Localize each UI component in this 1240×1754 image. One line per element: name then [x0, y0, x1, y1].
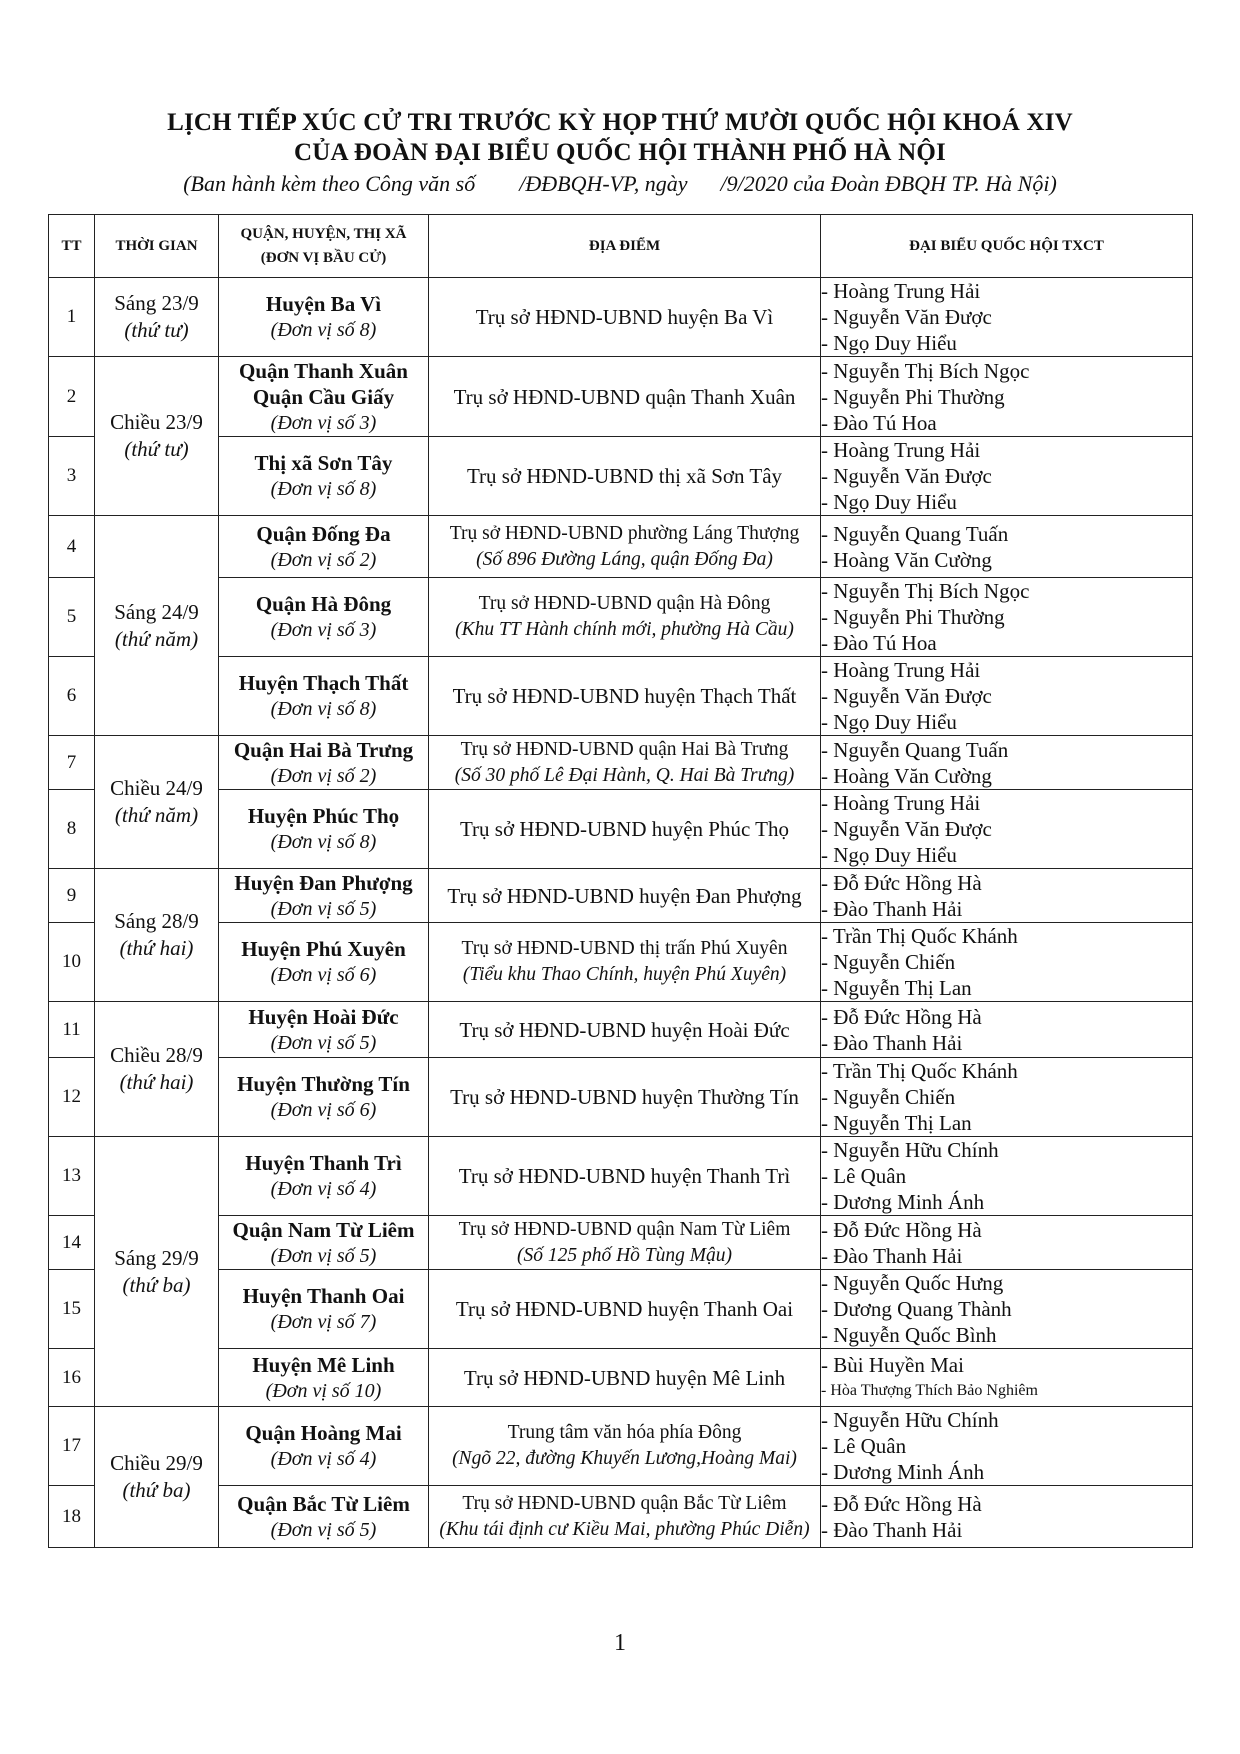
place-name: Trụ sở HĐND-UBND huyện Đan Phượng: [447, 883, 802, 908]
table-row: [49, 516, 1193, 578]
row-number: 14: [49, 1216, 95, 1270]
representative-name: - Hoàng Trung Hải: [821, 279, 981, 303]
representative-name: - Đào Thanh Hải: [821, 1517, 963, 1542]
electoral-unit: (Đơn vị số 8): [270, 831, 377, 853]
place-cell: [429, 736, 821, 790]
time-label: Sáng 23/9: [114, 291, 199, 315]
district-cell: [219, 790, 429, 869]
place-cell: [429, 1216, 821, 1270]
district-cell: [219, 578, 429, 657]
electoral-unit: (Đơn vị số 4): [270, 1178, 377, 1200]
district-cell: [219, 1137, 429, 1216]
representative-name: - Lê Quân: [821, 1434, 907, 1458]
representative-name: - Lê Quân: [821, 1164, 907, 1188]
representatives-cell: [821, 657, 1193, 736]
electoral-unit: (Đơn vị số 6): [270, 1099, 377, 1121]
district-cell: [219, 1407, 429, 1486]
time-label: Sáng 28/9: [114, 909, 199, 933]
row-number: 7: [49, 736, 95, 790]
representatives-cell: [821, 923, 1193, 1002]
representatives-cell: [821, 578, 1193, 657]
place-name: Trụ sở HĐND-UBND quận Hà Đông: [478, 593, 771, 614]
place-cell: [429, 790, 821, 869]
row-number: 15: [49, 1270, 95, 1349]
place-cell: [429, 1058, 821, 1137]
representatives-cell: [821, 1407, 1193, 1486]
place-address: (Khu tái định cư Kiều Mai, phường Phúc Diễn): [439, 1518, 810, 1540]
representative-name: - Nguyễn Quang Tuấn: [821, 521, 1009, 546]
row-number: 10: [49, 923, 95, 1002]
place-cell: [429, 357, 821, 437]
row-number: 18: [49, 1486, 95, 1548]
representative-name: - Nguyễn Thị Lan: [821, 1111, 972, 1135]
place-name: Trụ sở HĐND-UBND huyện Thanh Trì: [458, 1164, 791, 1188]
table-row: [49, 1216, 1193, 1270]
table-row: [49, 657, 1193, 736]
weekday-label: (thứ năm): [114, 626, 199, 651]
weekday-label: (thứ tư): [124, 437, 189, 461]
time-label: Chiều 29/9: [110, 1451, 203, 1475]
representatives-cell: [821, 1137, 1193, 1216]
place-name: Trụ sở HĐND-UBND thị xã Sơn Tây: [466, 464, 783, 488]
weekday-label: (thứ ba): [122, 1478, 191, 1502]
document-title-line-1: LỊCH TIẾP XÚC CỬ TRI TRƯỚC KỲ HỌP THỨ MƯỜI QUỐC HỘI KHOÁ XIV: [167, 109, 1073, 136]
place-cell: [429, 1349, 821, 1407]
representative-name: - Nguyễn Quốc Bình: [821, 1323, 997, 1347]
representatives-cell: [821, 869, 1193, 923]
representatives-cell: [821, 1216, 1193, 1270]
district-name: Huyện Thanh Oai: [242, 1284, 405, 1308]
table-row: [49, 923, 1193, 1002]
place-name: Trụ sở HĐND-UBND huyện Thường Tín: [450, 1085, 799, 1109]
district-name: Huyện Thường Tín: [237, 1072, 410, 1096]
representative-name: - Đỗ Đức Hồng Hà: [821, 870, 982, 895]
time-cell: [95, 1137, 219, 1407]
place-name: Trụ sở HĐND-UBND huyện Ba Vì: [475, 305, 774, 329]
district-cell: [219, 1216, 429, 1270]
row-number: 16: [49, 1349, 95, 1407]
table-row: [49, 1486, 1193, 1548]
representative-name: - Đỗ Đức Hồng Hà: [821, 1004, 982, 1029]
row-number: 4: [49, 516, 95, 578]
place-cell: [429, 1137, 821, 1216]
table-row: [49, 790, 1193, 869]
table-row: [49, 357, 1193, 437]
place-cell: [429, 1486, 821, 1548]
table-row: [49, 1058, 1193, 1137]
time-label: Sáng 29/9: [114, 1245, 199, 1270]
electoral-unit: (Đơn vị số 5): [270, 897, 377, 920]
district-name: Quận Hà Đông: [255, 592, 392, 616]
electoral-unit: (Đơn vị số 2): [270, 764, 377, 787]
representatives-cell: [821, 357, 1193, 437]
district-name: Huyện Phúc Thọ: [247, 804, 400, 828]
time-cell: [95, 736, 219, 869]
district-cell: [219, 923, 429, 1002]
district-cell: [219, 516, 429, 578]
representative-name: - Bùi Huyền Mai: [821, 1352, 964, 1377]
row-number: 13: [49, 1137, 95, 1216]
representatives-cell: [821, 1270, 1193, 1349]
table-row: [49, 1407, 1193, 1486]
representative-name: - Nguyễn Văn Được: [821, 817, 992, 841]
representative-name: - Nguyễn Quốc Hưng: [821, 1271, 1004, 1295]
table-row: [49, 869, 1193, 923]
place-name: Trụ sở HĐND-UBND thị trấn Phú Xuyên: [461, 938, 788, 959]
representatives-cell: [821, 278, 1193, 357]
district-name: Quận Cầu Giấy: [252, 384, 395, 409]
place-name: Trụ sở HĐND-UBND huyện Hoài Đức: [459, 1017, 790, 1042]
district-name: Quận Thanh Xuân: [239, 358, 408, 383]
electoral-unit: (Đơn vị số 8): [270, 319, 377, 341]
representative-name: - Hoàng Trung Hải: [821, 791, 981, 815]
representative-name: - Dương Minh Ánh: [821, 1190, 985, 1214]
col-header-district: [219, 215, 429, 278]
place-cell: [429, 869, 821, 923]
district-cell: [219, 278, 429, 357]
place-address: (Số 896 Đường Láng, quận Đống Đa): [476, 548, 773, 570]
row-number: 11: [49, 1002, 95, 1058]
electoral-unit: (Đơn vị số 2): [270, 548, 377, 571]
table-row: [49, 578, 1193, 657]
district-name: Huyện Phú Xuyên: [241, 937, 406, 961]
table-row: [49, 1270, 1193, 1349]
district-name: Quận Bắc Từ Liêm: [237, 1491, 410, 1516]
electoral-unit: (Đơn vị số 6): [270, 964, 377, 986]
electoral-unit: (Đơn vị số 7): [270, 1311, 377, 1333]
document-title-line-2: CỦA ĐOÀN ĐẠI BIỂU QUỐC HỘI THÀNH PHỐ HÀ NỘI: [294, 139, 946, 166]
document-subtitle: (Ban hành kèm theo Công văn số /ĐĐBQH-VP, ngày /9/2020 của Đoàn ĐBQH TP. Hà Nội): [183, 171, 1057, 196]
representative-name: - Nguyễn Chiến: [821, 950, 956, 974]
col-header-reps: ĐẠI BIỂU QUỐC HỘI TXCT: [821, 215, 1193, 278]
place-name: Trụ sở HĐND-UBND huyện Phúc Thọ: [459, 817, 790, 841]
time-label: Chiều 28/9: [110, 1043, 203, 1067]
district-name: Huyện Đan Phượng: [234, 870, 413, 895]
place-name: Trụ sở HĐND-UBND huyện Thanh Oai: [455, 1297, 794, 1321]
district-cell: [219, 869, 429, 923]
row-number: 5: [49, 578, 95, 657]
place-cell: [429, 437, 821, 516]
page-number: 1: [614, 1630, 626, 1656]
place-cell: [429, 1270, 821, 1349]
representative-name: - Nguyễn Văn Được: [821, 464, 992, 488]
district-cell: [219, 1349, 429, 1407]
district-cell: [219, 1486, 429, 1548]
representative-name: - Nguyễn Thị Bích Ngọc: [821, 358, 1030, 383]
time-cell: [95, 278, 219, 357]
row-number: 17: [49, 1407, 95, 1486]
row-number: 9: [49, 869, 95, 923]
representative-name: - Hòa Thượng Thích Bảo Nghiêm: [821, 1381, 1038, 1399]
representative-name: - Nguyễn Hữu Chính: [821, 1138, 999, 1162]
place-cell: [429, 278, 821, 357]
representative-name: - Nguyễn Hữu Chính: [821, 1408, 999, 1432]
place-name: Trụ sở HĐND-UBND phường Láng Thượng: [449, 522, 800, 544]
time-cell: [95, 516, 219, 736]
district-name: Huyện Thạch Thất: [238, 671, 409, 695]
representative-name: - Ngọ Duy Hiểu: [821, 710, 957, 734]
representatives-cell: [821, 516, 1193, 578]
representatives-cell: [821, 1486, 1193, 1548]
row-number: 1: [49, 278, 95, 357]
representative-name: - Đào Tú Hoa: [821, 631, 937, 655]
representative-name: - Ngọ Duy Hiểu: [821, 843, 957, 867]
place-address: (Tiểu khu Thao Chính, huyện Phú Xuyên): [462, 964, 787, 985]
col-header-place: ĐỊA ĐIỂM: [429, 215, 821, 278]
district-cell: [219, 437, 429, 516]
table-row: [49, 1137, 1193, 1216]
electoral-unit: (Đơn vị số 4): [270, 1448, 377, 1470]
representatives-cell: [821, 1058, 1193, 1137]
place-address: (Khu TT Hành chính mới, phường Hà Cầu): [455, 619, 794, 640]
place-name: Trụ sở HĐND-UBND huyện Thạch Thất: [452, 684, 797, 708]
district-name: Quận Nam Từ Liêm: [232, 1217, 415, 1242]
place-address: (Số 30 phố Lê Đại Hành, Q. Hai Bà Trưng): [454, 764, 795, 786]
district-name: Huyện Mê Linh: [252, 1352, 395, 1377]
place-cell: [429, 516, 821, 578]
table-row: [49, 1002, 1193, 1058]
time-label: Sáng 24/9: [114, 599, 199, 624]
district-cell: [219, 657, 429, 736]
district-cell: [219, 1002, 429, 1058]
representatives-cell: [821, 1349, 1193, 1407]
electoral-unit: (Đơn vị số 5): [270, 1244, 377, 1267]
col-header-time: THỜI GIAN: [95, 215, 219, 278]
representative-name: - Nguyễn Chiến: [821, 1085, 956, 1109]
representatives-cell: [821, 1002, 1193, 1058]
place-cell: [429, 1407, 821, 1486]
representative-name: - Nguyễn Văn Được: [821, 305, 992, 329]
time-label: Chiều 23/9: [110, 410, 203, 434]
col-header-district-line1: QUẬN, HUYỆN, THỊ XÃ: [240, 226, 407, 242]
place-cell: [429, 578, 821, 657]
representative-name: - Đào Thanh Hải: [821, 1030, 963, 1055]
representative-name: - Nguyễn Thị Bích Ngọc: [821, 579, 1030, 603]
district-name: Huyện Hoài Đức: [248, 1004, 399, 1029]
electoral-unit: (Đơn vị số 8): [270, 698, 377, 720]
schedule-table: [48, 214, 1193, 1548]
representative-name: - Ngọ Duy Hiểu: [821, 331, 957, 355]
representative-name: - Nguyễn Phi Thường: [821, 605, 1005, 629]
time-cell: [95, 1002, 219, 1137]
representative-name: - Hoàng Văn Cường: [821, 547, 992, 572]
place-name: Trụ sở HĐND-UBND quận Nam Từ Liêm: [458, 1218, 791, 1240]
district-name: Thị xã Sơn Tây: [254, 451, 393, 475]
table-body: [49, 278, 1193, 1548]
weekday-label: (thứ hai): [119, 1070, 194, 1094]
weekday-label: (thứ năm): [114, 803, 199, 827]
place-name: Trụ sở HĐND-UBND quận Bắc Từ Liêm: [462, 1492, 787, 1514]
representative-name: - Trần Thị Quốc Khánh: [821, 924, 1018, 948]
representative-name: - Đào Thanh Hải: [821, 896, 963, 921]
table-row: [49, 736, 1193, 790]
representative-name: - Ngọ Duy Hiểu: [821, 490, 957, 514]
representative-name: - Dương Quang Thành: [821, 1297, 1012, 1321]
district-name: Quận Đống Đa: [256, 521, 391, 546]
representatives-cell: [821, 437, 1193, 516]
district-cell: [219, 357, 429, 437]
table-header-row: [49, 215, 1193, 278]
representative-name: - Hoàng Trung Hải: [821, 438, 981, 462]
document-header: [0, 108, 1240, 198]
representative-name: - Hoàng Văn Cường: [821, 763, 992, 788]
representative-name: - Dương Minh Ánh: [821, 1460, 985, 1484]
row-number: 3: [49, 437, 95, 516]
weekday-label: (thứ tư): [124, 318, 189, 342]
representative-name: - Nguyễn Văn Được: [821, 684, 992, 708]
table-row: [49, 437, 1193, 516]
representative-name: - Đỗ Đức Hồng Hà: [821, 1491, 982, 1516]
representatives-cell: [821, 790, 1193, 869]
representative-name: - Trần Thị Quốc Khánh: [821, 1059, 1018, 1083]
electoral-unit: (Đơn vị số 3): [270, 411, 377, 434]
electoral-unit: (Đơn vị số 3): [270, 619, 377, 641]
time-cell: [95, 357, 219, 516]
representative-name: - Đào Tú Hoa: [821, 410, 937, 435]
representative-name: - Đào Thanh Hải: [821, 1243, 963, 1268]
place-cell: [429, 1002, 821, 1058]
place-name: Trụ sở HĐND-UBND quận Thanh Xuân: [453, 384, 796, 409]
representative-name: - Nguyễn Phi Thường: [821, 384, 1005, 409]
time-cell: [95, 1407, 219, 1548]
row-number: 6: [49, 657, 95, 736]
place-name: Trung tâm văn hóa phía Đông: [507, 1422, 742, 1443]
district-cell: [219, 1270, 429, 1349]
representative-name: - Hoàng Trung Hải: [821, 658, 981, 682]
time-cell: [95, 869, 219, 1002]
electoral-unit: (Đơn vị số 5): [270, 1031, 377, 1054]
electoral-unit: (Đơn vị số 10): [265, 1379, 382, 1402]
place-cell: [429, 923, 821, 1002]
col-header-district-line2: (ĐƠN VỊ BẦU CỬ): [260, 250, 387, 266]
place-name: Trụ sở HĐND-UBND huyện Mê Linh: [463, 1365, 786, 1390]
district-name: Quận Hai Bà Trưng: [233, 737, 414, 762]
place-name: Trụ sở HĐND-UBND quận Hai Bà Trưng: [460, 738, 789, 760]
row-number: 12: [49, 1058, 95, 1137]
electoral-unit: (Đơn vị số 5): [270, 1518, 377, 1541]
place-address: (Ngõ 22, đường Khuyến Lương,Hoàng Mai): [452, 1448, 797, 1469]
district-name: Huyện Thanh Trì: [245, 1151, 402, 1175]
time-label: Chiều 24/9: [110, 776, 203, 800]
row-number: 2: [49, 357, 95, 437]
district-name: Huyện Ba Vì: [265, 292, 382, 316]
table-row: [49, 278, 1193, 357]
representative-name: - Nguyễn Quang Tuấn: [821, 737, 1009, 762]
electoral-unit: (Đơn vị số 8): [270, 478, 377, 500]
weekday-label: (thứ ba): [122, 1272, 191, 1297]
table-row: [49, 1349, 1193, 1407]
representative-name: - Nguyễn Thị Lan: [821, 976, 972, 1000]
district-name: Quận Hoàng Mai: [245, 1421, 402, 1445]
representative-name: - Đỗ Đức Hồng Hà: [821, 1217, 982, 1242]
weekday-label: (thứ hai): [119, 936, 194, 960]
representatives-cell: [821, 736, 1193, 790]
district-cell: [219, 736, 429, 790]
place-address: (Số 125 phố Hồ Tùng Mậu): [516, 1244, 733, 1266]
district-cell: [219, 1058, 429, 1137]
place-cell: [429, 657, 821, 736]
col-header-tt: TT: [49, 215, 95, 278]
row-number: 8: [49, 790, 95, 869]
